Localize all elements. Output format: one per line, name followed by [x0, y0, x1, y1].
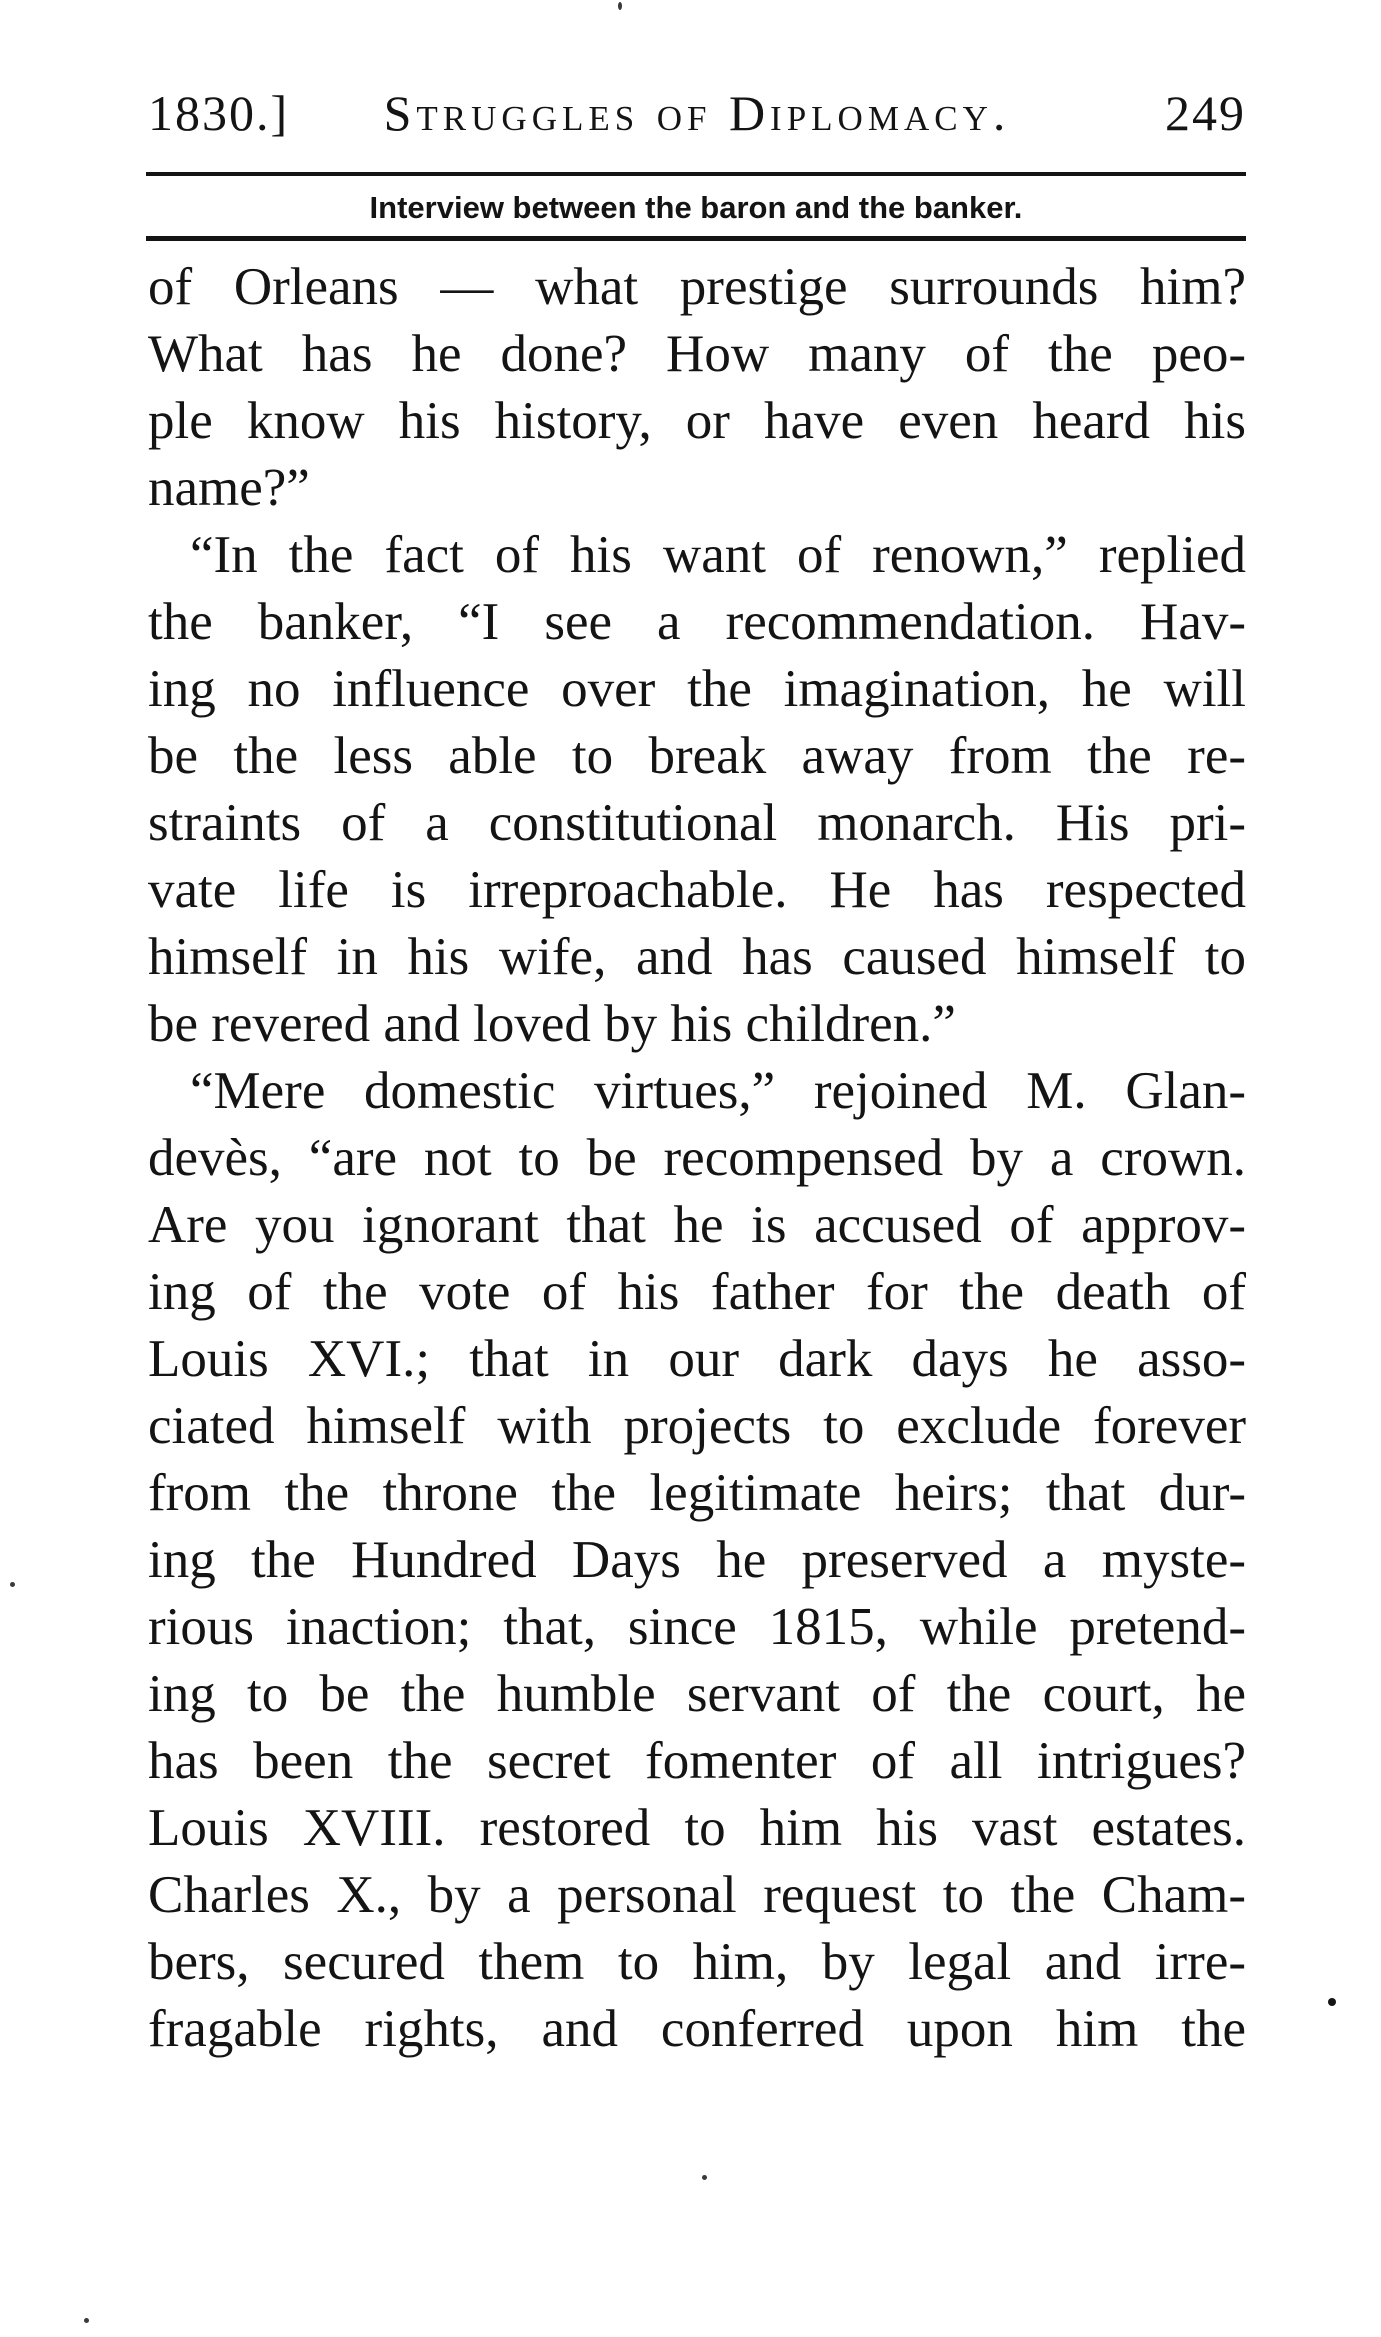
- text-line: of Orleans — what prestige surrounds him?: [148, 258, 1246, 316]
- text-line: vate life is irreproachable. He has respected: [148, 861, 1246, 919]
- text-line: straints of a constitutional monarch. His pri-: [148, 794, 1246, 852]
- header-year: 1830.]: [148, 85, 290, 141]
- text-line: Charles X., by a personal request to the Cham-: [148, 1866, 1246, 1924]
- text-line: What has he done? How many of the peo-: [148, 325, 1246, 383]
- text-line: ing to be the humble servant of the court, he: [148, 1665, 1246, 1723]
- header-rule-bottom: [146, 236, 1246, 241]
- header-rule-top: [146, 172, 1246, 176]
- header-title: Struggles of Diplomacy.: [383, 85, 1011, 141]
- text-line: ple know his history, or have even heard his: [148, 392, 1246, 450]
- page-number: 249: [1165, 85, 1246, 141]
- text-line: the banker, “I see a recommendation. Hav-: [148, 593, 1246, 651]
- text-line: from the throne the legitimate heirs; that dur-: [148, 1464, 1246, 1522]
- ink-speck: [84, 2318, 89, 2323]
- ink-speck: [702, 2175, 707, 2180]
- text-line: devès, “are not to be recompensed by a crown.: [148, 1129, 1246, 1187]
- text-line: Louis XVIII. restored to him his vast estates.: [148, 1799, 1246, 1857]
- text-line: has been the secret fomenter of all intrigues?: [148, 1732, 1246, 1790]
- text-line: Louis XVI.; that in our dark days he asso-: [148, 1330, 1246, 1388]
- text-line: “Mere domestic virtues,” rejoined M. Glan-: [190, 1062, 1246, 1120]
- text-line: ing of the vote of his father for the death of: [148, 1263, 1246, 1321]
- body-text: [148, 254, 1246, 2063]
- text-line: himself in his wife, and has caused himself to: [148, 928, 1246, 986]
- text-line: name?”: [148, 459, 310, 517]
- text-line: “In the fact of his want of renown,” replied: [190, 526, 1246, 584]
- ink-speck: [10, 1582, 15, 1587]
- running-header: [148, 78, 1246, 148]
- text-line: Are you ignorant that he is accused of approv-: [148, 1196, 1246, 1254]
- text-line: be the less able to break away from the re-: [148, 727, 1246, 785]
- text-line: ciated himself with projects to exclude forever: [148, 1397, 1246, 1455]
- text-line: be revered and loved by his children.”: [148, 995, 956, 1053]
- ink-speck: [618, 2, 622, 10]
- text-line: fragable rights, and conferred upon him the: [148, 2000, 1246, 2058]
- text-line: bers, secured them to him, by legal and irre-: [148, 1933, 1246, 1991]
- text-line: rious inaction; that, since 1815, while pretend-: [148, 1598, 1246, 1656]
- section-subheading: Interview between the baron and the banker.: [369, 190, 1023, 225]
- text-line: ing the Hundred Days he preserved a myste-: [148, 1531, 1246, 1589]
- text-line: ing no influence over the imagination, he will: [148, 660, 1246, 718]
- ink-speck: [1328, 1998, 1336, 2006]
